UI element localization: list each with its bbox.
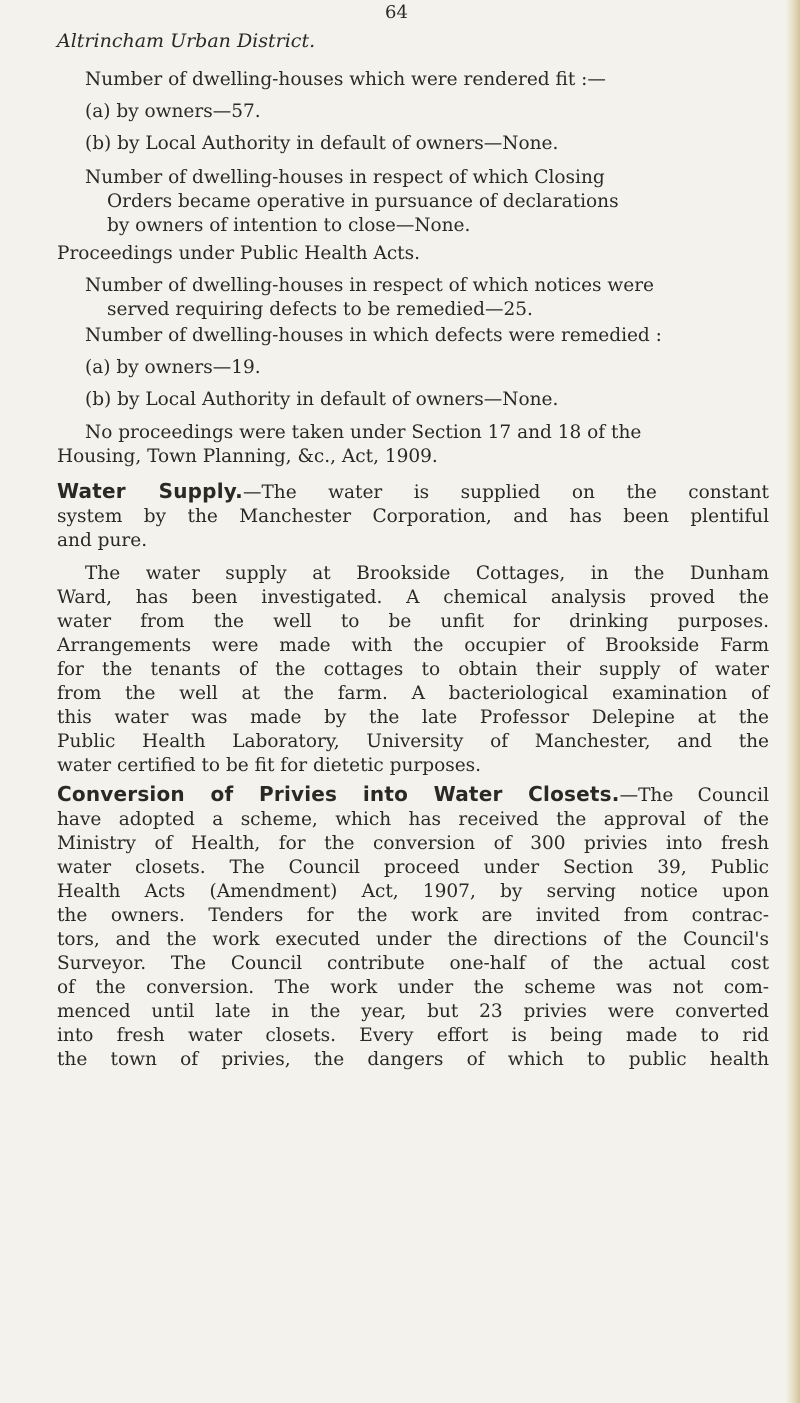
- water-supply-paragraph: [57, 479, 769, 553]
- paragraph-line: Ministry of Health, for the conversion of 300 privies into fresh: [57, 833, 769, 854]
- conversion-heading: Conversion of Privies into Water Closets.: [57, 782, 620, 806]
- paragraph-line: menced until late in the year, but 23 privies were converted: [57, 1001, 769, 1022]
- paragraph-line: by owners of intention to close—None.: [107, 215, 471, 236]
- paragraph-line: water from the well to be unfit for drinking purposes.: [57, 611, 769, 632]
- paragraph-line: Housing, Town Planning, &c., Act, 1909.: [57, 446, 438, 467]
- fit-heading: Number of dwelling-houses which were rendered fit :—: [85, 69, 606, 90]
- paragraph-line: into fresh water closets. Every effort is being made to rid: [57, 1025, 769, 1046]
- remedied-heading: Number of dwelling-houses in which defects were remedied :: [85, 325, 662, 346]
- conversion-paragraph: [57, 782, 769, 1072]
- paragraph-line: the owners. Tenders for the work are invited from contrac-: [57, 905, 769, 926]
- page-edge-shadow: [786, 0, 800, 1403]
- paragraph-line: served requiring defects to be remedied—25.: [107, 299, 533, 320]
- district-heading: Altrincham Urban District.: [57, 30, 316, 52]
- paragraph-line: the town of privies, the dangers of which to public health: [57, 1049, 769, 1070]
- remedied-by-owners: (a) by owners—19.: [85, 357, 261, 378]
- paragraph-line: have adopted a scheme, which has received the approval of the: [57, 809, 769, 830]
- fit-by-local-authority: (b) by Local Authority in default of owners—None.: [85, 133, 559, 154]
- paragraph-line: of the conversion. The work under the scheme was not com-: [57, 977, 769, 998]
- paragraph-line: Water Supply.—The water is supplied on the constant: [57, 479, 769, 503]
- paragraph-line: Public Health Laboratory, University of Manchester, and the: [57, 731, 769, 752]
- paragraph-line: water certified to be fit for dietetic purposes.: [57, 755, 482, 776]
- notices-paragraph: [85, 274, 654, 322]
- paragraph-line: this water was made by the late Professor Delepine at the: [57, 707, 769, 728]
- paragraph-line: from the well at the farm. A bacteriological examination of: [57, 683, 769, 704]
- paragraph-line: Conversion of Privies into Water Closets.—The Council: [57, 782, 769, 806]
- fit-by-owners: (a) by owners—57.: [85, 101, 261, 122]
- paragraph-line: Number of dwelling-houses in respect of which notices were: [85, 275, 655, 296]
- paragraph-line: Number of dwelling-houses in respect of which Closing: [85, 167, 605, 188]
- paragraph-line: water closets. The Council proceed under Section 39, Public: [57, 857, 769, 878]
- paragraph-line: The water supply at Brookside Cottages, in the Dunham: [85, 563, 769, 584]
- paragraph-line: for the tenants of the cottages to obtain their supply of water: [57, 659, 769, 680]
- paragraph-line: Arrangements were made with the occupier of Brookside Farm: [57, 635, 769, 656]
- paragraph-line: Orders became operative in pursuance of declarations: [107, 191, 619, 212]
- remedied-by-local-authority: (b) by Local Authority in default of owners—None.: [85, 389, 559, 410]
- paragraph-line: system by the Manchester Corporation, and has been plentiful: [57, 506, 769, 527]
- paragraph-line: Ward, has been investigated. A chemical analysis proved the: [57, 587, 769, 608]
- page-number: 64: [385, 2, 408, 23]
- paragraph-line: and pure.: [57, 530, 148, 551]
- public-health-acts-heading: Proceedings under Public Health Acts.: [57, 243, 420, 264]
- paragraph-line: Surveyor. The Council contribute one-half of the actual cost: [57, 953, 769, 974]
- water-supply-heading: Water Supply.: [57, 479, 243, 503]
- paragraph-line: tors, and the work executed under the directions of the Council's: [57, 929, 769, 950]
- no-proceedings-paragraph: [57, 421, 769, 469]
- brookside-paragraph: [57, 562, 769, 778]
- paragraph-line: No proceedings were taken under Section 17 and 18 of the: [85, 422, 642, 443]
- paragraph-line: Health Acts (Amendment) Act, 1907, by serving notice upon: [57, 881, 769, 902]
- closing-orders-paragraph: [85, 166, 619, 238]
